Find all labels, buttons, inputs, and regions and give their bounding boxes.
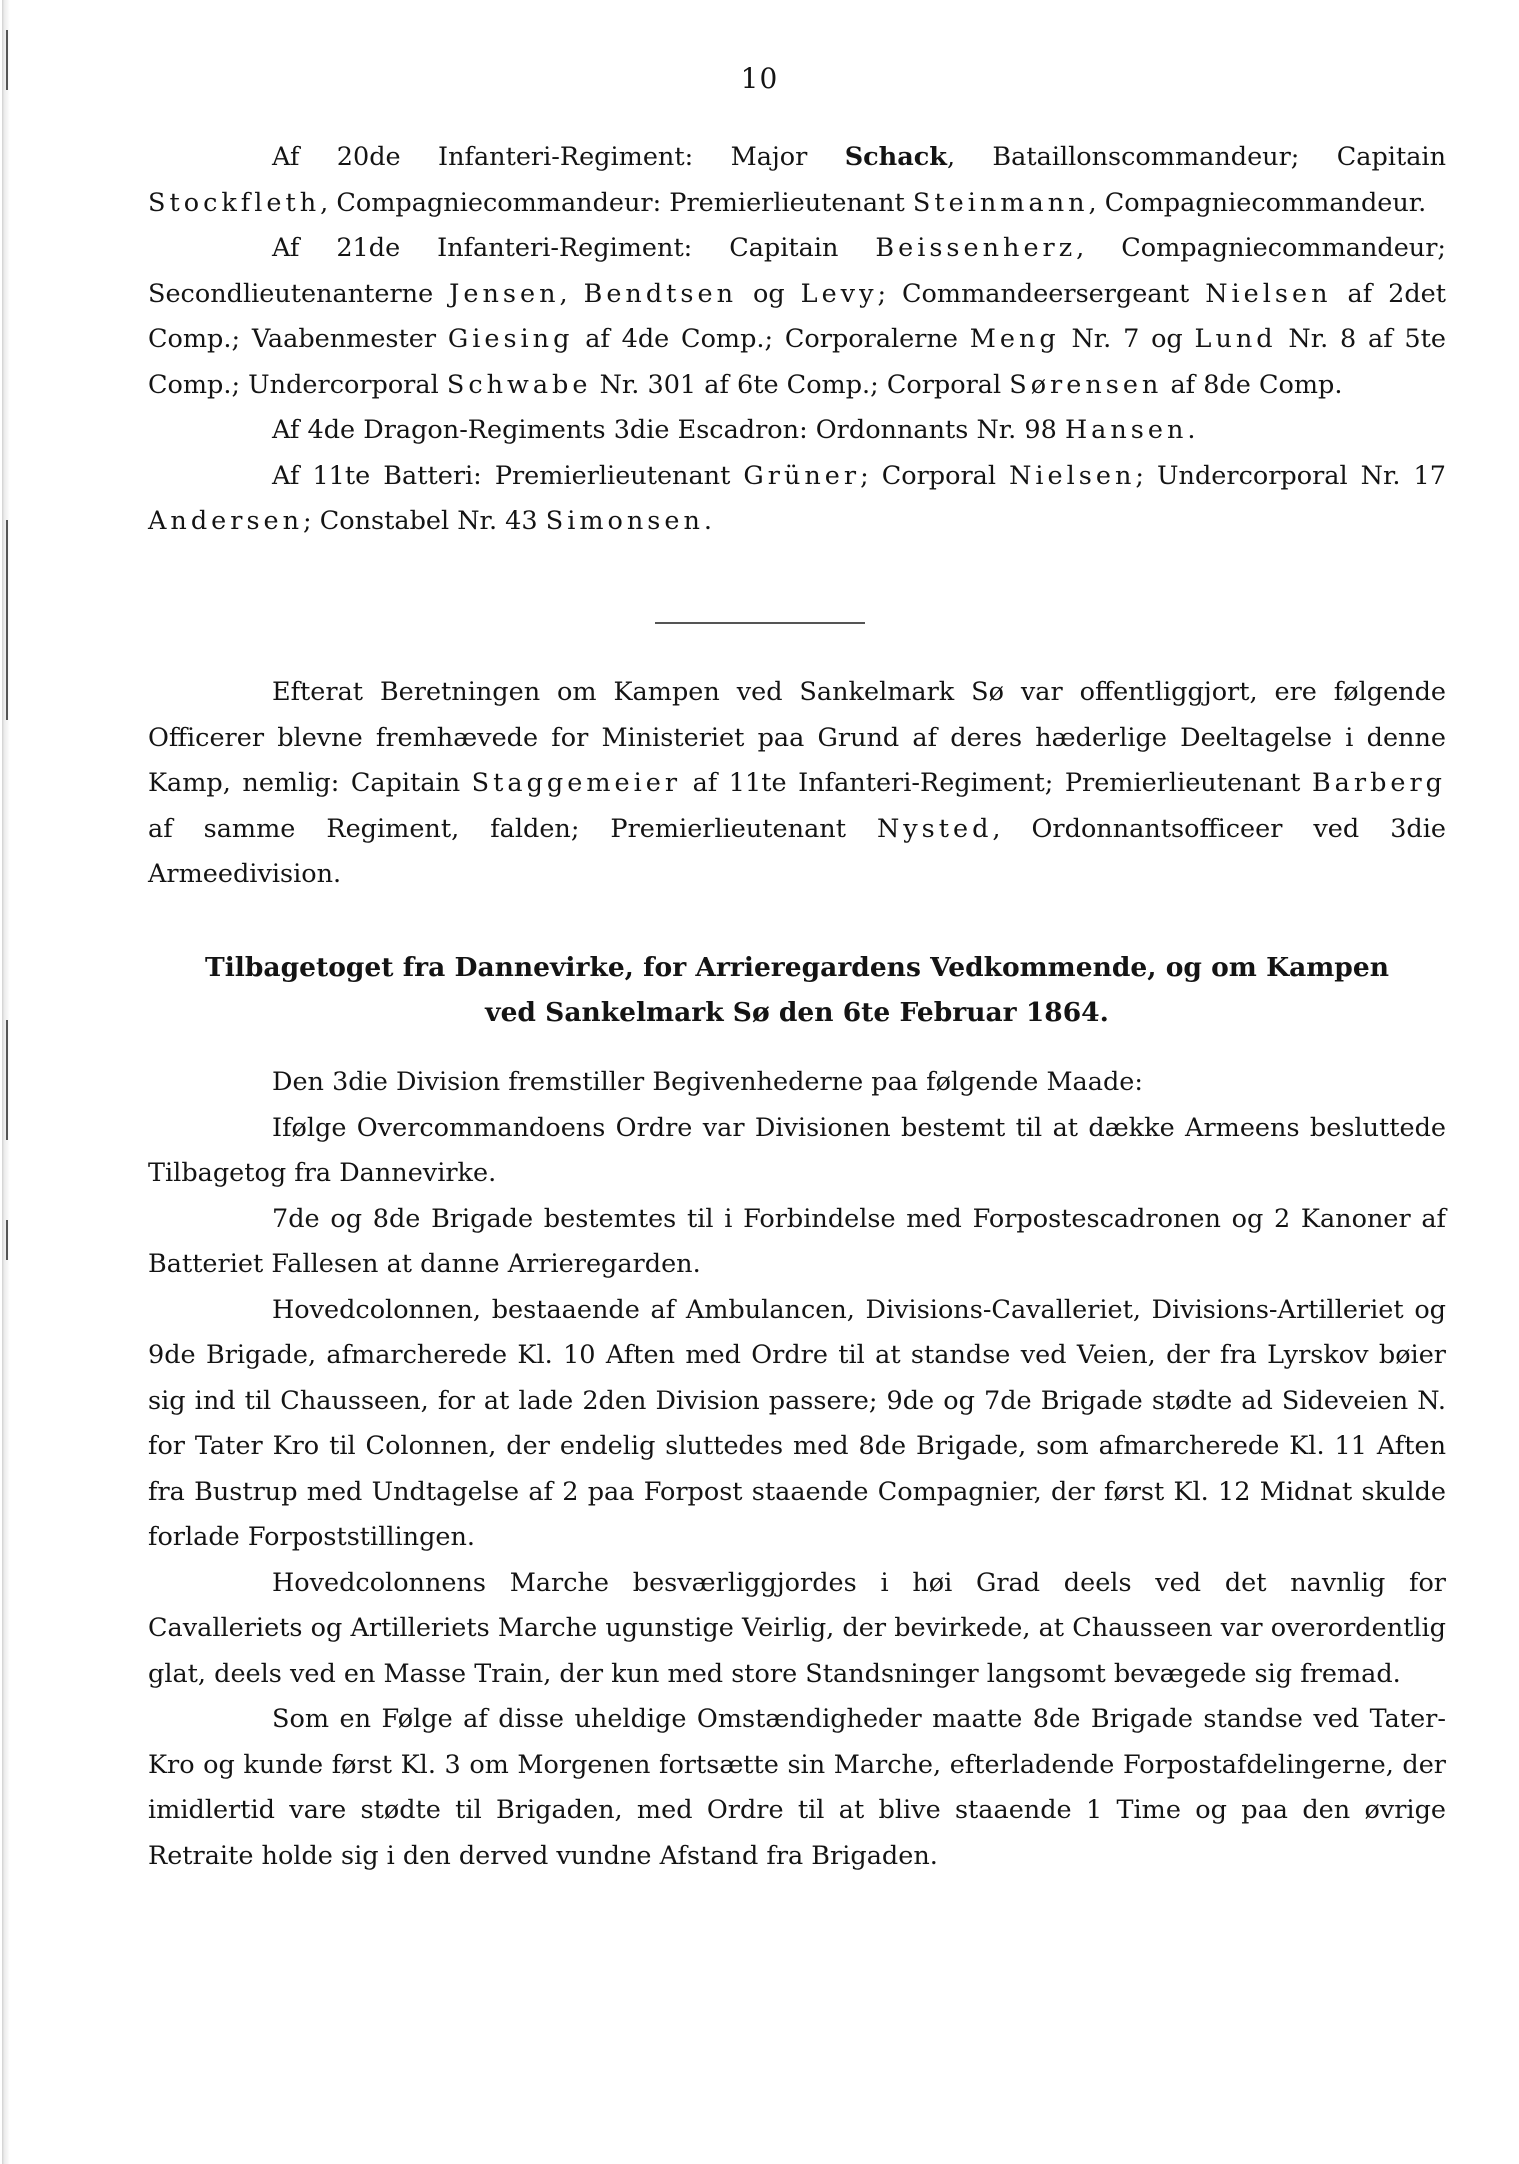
person-name: Lund bbox=[1194, 324, 1277, 354]
person-name: Nysted bbox=[876, 813, 993, 844]
scan-edge-mark bbox=[6, 1220, 8, 1260]
person-name: Schack bbox=[844, 142, 947, 172]
paragraph-intro: Den 3die Division fremstiller Begivenhederne paa følgende Maade: bbox=[272, 1067, 1143, 1097]
section-awards-list bbox=[148, 135, 1446, 545]
person-name: Giesing bbox=[447, 324, 574, 354]
section-divider bbox=[655, 622, 865, 624]
paragraph-dragoon-regiment: Af 4de Dragon-Regiments 3die Escadron: Ordonnants Nr. 98 Hansen. bbox=[272, 415, 1196, 445]
person-name: Jensen bbox=[449, 278, 560, 309]
person-name: Nielsen bbox=[1009, 460, 1136, 491]
person-name: Steinmann bbox=[912, 187, 1089, 218]
person-name: Bendtsen bbox=[583, 278, 738, 309]
person-name: Stockfleth bbox=[148, 187, 321, 218]
paragraph-brigades: 7de og 8de Brigade bestemtes til i Forbindelse med Forpostescadronen og 2 Kanoner af Batteriet Fallesen at danne Arrieregarden. bbox=[148, 1203, 1446, 1279]
section-retreat-report bbox=[148, 1060, 1446, 1879]
person-name: Andersen bbox=[148, 506, 304, 536]
scan-edge-mark bbox=[6, 1020, 8, 1140]
scan-edge-mark bbox=[6, 520, 8, 720]
paragraph-21st-regiment: Af 21de Infanteri-Regiment: Capitain Beissenherz, Compagniecommandeur; Secondlieutenanterne Jensen, Bendtsen og Levy; Commandeersergeant Nielsen af 2det Comp.; Vaabenmester Giesing af 4de Comp.; Corporalerne Meng Nr. 7 og Lund Nr. 8 af 5te Comp.; Undercorporal Schwabe Nr. 301 af 6te Comp.; Corporal Sørensen af 8de Comp. bbox=[148, 233, 1447, 400]
section-heading bbox=[148, 945, 1446, 1035]
person-name: Nielsen bbox=[1205, 278, 1332, 309]
person-name: Grüner bbox=[743, 460, 861, 491]
person-name: Levy bbox=[800, 278, 878, 309]
page-number: 10 bbox=[740, 62, 779, 95]
paragraph-orders: Ifølge Overcommandoens Ordre var Divisionen bestemt til at dække Armeens besluttede Tilbagetog fra Dannevirke. bbox=[148, 1112, 1446, 1188]
section-commendations bbox=[148, 670, 1446, 898]
paragraph-march-difficulties: Hovedcolonnens Marche besværliggjordes i høi Grad deels ved det navnlig for Cavalleriets og Artilleriets Marche ugunstige Veirlig, der bevirkede, at Chausseen var overordentlig glat, deels ved en Masse Train, der kun med store Standsninger langsomt bevægede sig fremad. bbox=[148, 1567, 1446, 1689]
paragraph-8th-brigade: Som en Følge af disse uheldige Omstændigheder maatte 8de Brigade standse ved Tater-Kro og kunde først Kl. 3 om Morgenen fortsætte sin Marche, efterladende Forpostafdelingerne, der imidlertid vare stødte til Brigaden, med Ordre til at blive staaende 1 Time og paa den øvrige Retraite holde sig i den derved vundne Afstand fra Brigaden. bbox=[148, 1704, 1446, 1871]
heading-line-2: ved Sankelmark Sø den 6te Februar 1864. bbox=[485, 997, 1109, 1028]
person-name: Beissenherz bbox=[875, 233, 1077, 263]
person-name: Simonsen bbox=[545, 506, 704, 536]
paragraph-commendations: Efterat Beretningen om Kampen ved Sankelmark Sø var offentliggjort, ere følgende Officerer blevne fremhævede for Ministeriet paa Grund af deres hæderlige Deeltagelse i denne Kamp, nemlig: Capitain Staggemeier af 11te Infanteri-Regiment; Premierlieutenant Barberg af samme Regiment, falden; Premierlieutenant Nysted, Ordonnantsofficeer ved 3die Armeedivision. bbox=[148, 677, 1447, 889]
person-name: Sørensen bbox=[1009, 369, 1163, 400]
person-name: Schwabe bbox=[446, 369, 592, 400]
person-name: Hansen bbox=[1064, 415, 1188, 445]
heading-line-1: Tilbagetoget fra Dannevirke, for Arrieregardens Vedkommende, og om Kampen bbox=[205, 952, 1389, 983]
paragraph-11th-battery: Af 11te Batteri: Premierlieutenant Grüner; Corporal Nielsen; Undercorporal Nr. 17 Andersen; Constabel Nr. 43 Simonsen. bbox=[148, 460, 1446, 536]
person-name: Staggemeier bbox=[471, 768, 682, 798]
person-name: Meng bbox=[969, 324, 1060, 354]
paragraph-20th-regiment: Af 20de Infanteri-Regiment: Major Schack, Bataillonscommandeur; Capitain Stockfleth, Compagniecommandeur: Premierlieutenant Steinmann, Compagniecommandeur. bbox=[148, 142, 1446, 218]
paragraph-main-column: Hovedcolonnen, bestaaende af Ambulancen, Divisions-Cavalleriet, Divisions-Artilleriet og 9de Brigade, afmarcherede Kl. 10 Aften med Ordre til at standse ved Veien, der fra Lyrskov bøier sig ind til Chausseen, for at lade 2den Division passere; 9de og 7de Brigade stødte ad Sideveien N. for Tater Kro til Colonnen, der endelig sluttedes med 8de Brigade, som afmarcherede Kl. 11 Aften fra Bustrup med Undtagelse af 2 paa Forpost staaende Compagnier, der først Kl. 12 Midnat skulde forlade Forpoststillingen. bbox=[148, 1294, 1446, 1552]
person-name: Barberg bbox=[1311, 768, 1446, 798]
